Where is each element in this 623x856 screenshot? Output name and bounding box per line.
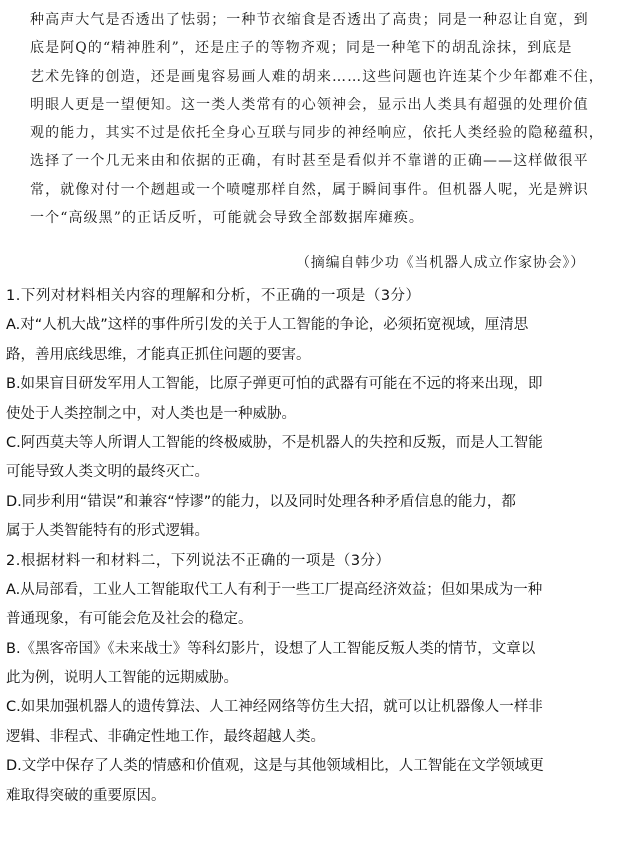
option-c-line: 逻辑、非程式、非确定性地工作，最终超越人类。 [6,728,325,745]
question-title: 1.下列对材料相关内容的理解和分析，不正确的一项是（3分） [6,288,421,304]
passage-line: 常，就像对付一个趔趄或一个喷嚏那样自然，属于瞬间事件。但机器人呢，光是辨识 [30,181,589,198]
option-c-line: C.阿西莫夫等人所谓人工智能的终极威胁，不是机器人的失控和反叛，而是人工智能 [6,434,543,451]
passage-line: 观的能力，其实不过是依托全身心互联与同步的神经响应，依托人类经验的隐秘蕴积， [30,125,604,142]
option-d-line: 难取得突破的重要原因。 [6,787,166,804]
passage-line: 明眼人更是一望便知。这一类人类常有的心领神会，显示出人类具有超强的处理价值 [30,96,589,113]
option-c-line: C.如果加强机器人的遗传算法、人工神经网络等仿生大招，就可以让机器像人一样非 [6,699,543,716]
question-title: 2.根据材料一和材料二，下列说法不正确的一项是（3分） [6,552,391,569]
passage-line: 种高声大气是否透出了怯弱；一种节衣缩食是否透出了高贵；同是一种忍让自宽，到 [30,12,589,28]
option-b-line: B.《黑客帝国》《未来战士》等科幻影片，设想了人工智能反叛人类的情节，文章以 [6,640,536,657]
passage [30,6,604,232]
option-a-line: 普通现象，有可能会危及社会的稳定。 [6,611,253,628]
passage-line: 底是阿Q的“精神胜利”，还是庄子的等物齐观；同是一种笔下的胡乱涂抹，到底是 [30,40,573,57]
option-c-line: 可能导致人类文明的最终灭亡。 [6,464,209,481]
option-a-line: A.对“人机大战”这样的事件所引发的关于人工智能的争论，必须拓宽视域，厘清思 [6,317,529,334]
passage-line: 选择了一个几无来由和依据的正确，有时甚至是看似并不靠谱的正确——这样做很平 [30,153,589,170]
passage-line: 一个“高级黑”的正话反听，可能就会导致全部数据库瘫痪。 [30,210,425,227]
option-b-line: 使处于人类控制之中，对人类也是一种威胁。 [6,405,296,422]
questions [6,282,618,811]
option-a-line: A.从局部看，工业人工智能取代工人有利于一些工厂提高经济效益；但如果成为一种 [6,581,543,598]
option-d-line: D.文学中保存了人类的情感和价值观，这是与其他领域相比，人工智能在文学领域更 [6,758,544,775]
passage-source: （摘编自韩少功《当机器人成立作家协会》） [296,255,585,271]
option-b-line: 此为例，说明人工智能的远期威胁。 [6,670,238,687]
option-d-line: D.同步利用“错误”和兼容“悖谬”的能力，以及同时处理各种矛盾信息的能力，都 [6,493,516,510]
option-b-line: B.如果盲目研发军用人工智能，比原子弹更可怕的武器有可能在不远的将来出现，即 [6,376,543,393]
option-a-line: 路，善用底线思维，才能真正抓住问题的要害。 [6,346,311,363]
option-d-line: 属于人类智能特有的形式逻辑。 [6,523,209,540]
passage-line: 艺术先锋的创造，还是画鬼容易画人难的胡来……这些问题也许连某个少年都难不住， [30,68,604,85]
